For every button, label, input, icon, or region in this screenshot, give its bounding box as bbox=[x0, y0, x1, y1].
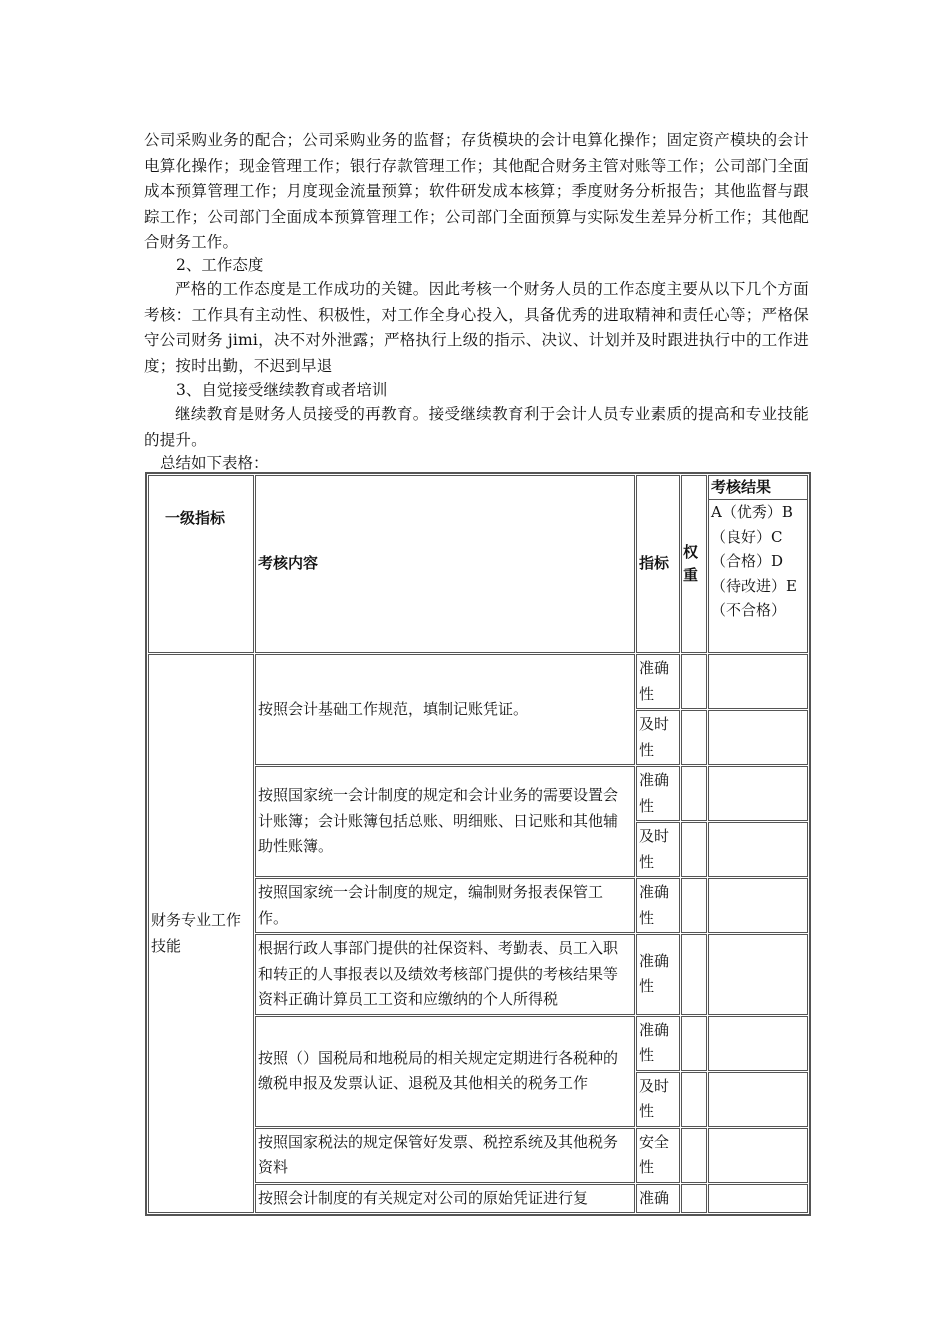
content-cell: 按照国家统一会计制度的规定，编制财务报表保管工作。 bbox=[255, 878, 635, 933]
indicator-cell: 及时性 bbox=[636, 822, 680, 877]
weight-cell bbox=[681, 1128, 707, 1183]
content-cell: 按照会计基础工作规范，填制记账凭证。 bbox=[255, 654, 635, 765]
weight-cell bbox=[681, 710, 707, 765]
indicator-cell: 准确性 bbox=[636, 654, 680, 709]
result-cell bbox=[708, 654, 808, 709]
content-cell: 按照（）国税局和地税局的相关规定定期进行各税种的缴税申报及发票认证、退税及其他相关的税务工作 bbox=[255, 1016, 635, 1127]
paragraph-continuing-education: 继续教育是财务人员接受的再教育。接受继续教育利于会计人员专业素质的提高和专业技能的提升。 bbox=[144, 405, 809, 449]
category-cell: 财务专业工作技能 bbox=[148, 654, 254, 1213]
paragraph-work-attitude: 严格的工作态度是工作成功的关键。因此考核一个财务人员的工作态度主要从以下几个方面考核：工作具有主动性、积极性，对工作全身心投入，具备优秀的进取精神和责任心等；严格保守公司财务 jimi，决不对外泄露；严格执行上级的指示、决议、计划并及时跟进执行中的工作进度；按时出勤，不迟到早退 bbox=[144, 280, 809, 375]
header-assessment-result bbox=[708, 475, 808, 653]
header-indicator: 指标 bbox=[636, 475, 680, 653]
weight-cell bbox=[681, 766, 707, 821]
indicator-cell: 安全性 bbox=[636, 1128, 680, 1183]
result-cell bbox=[708, 822, 808, 877]
result-cell bbox=[708, 1184, 808, 1214]
indicator-cell: 准确性 bbox=[636, 1016, 680, 1071]
paragraph-responsibilities: 公司采购业务的配合；公司采购业务的监督；存货模块的会计电算化操作；固定资产模块的会计电算化操作；现金管理工作；银行存款管理工作；其他配合财务主管对账等工作；公司部门全面成本预算管理工作；月度现金流量预算；软件研发成本核算；季度财务分析报告；其他监督与跟踪工作；公司部门全面成本预算管理工作；公司部门全面预算与实际发生差异分析工作；其他配合财务工作。 bbox=[144, 131, 809, 251]
result-title: 考核结果 bbox=[709, 475, 807, 500]
header-weight: 权重 bbox=[681, 475, 707, 653]
result-cell bbox=[708, 1072, 808, 1127]
heading-continuing-education: 3、自觉接受继续教育或者培训 bbox=[176, 381, 388, 399]
content-cell: 按照国家统一会计制度的规定和会计业务的需要设置会计账簿；会计账簿包括总账、明细账、日记账和其他辅助性账簿。 bbox=[255, 766, 635, 877]
indicator-cell: 及时性 bbox=[636, 1072, 680, 1127]
table-caption: 总结如下表格： bbox=[160, 454, 269, 472]
result-cell bbox=[708, 1016, 808, 1071]
content-cell: 按照会计制度的有关规定对公司的原始凭证进行复 bbox=[255, 1184, 635, 1214]
result-options: A（优秀）B（良好）C（合格）D（待改进）E（不合格） bbox=[711, 503, 797, 619]
header-level1-indicator: 一级指标 bbox=[148, 475, 254, 653]
result-cell bbox=[708, 934, 808, 1015]
weight-cell bbox=[681, 822, 707, 877]
weight-cell bbox=[681, 878, 707, 933]
weight-cell bbox=[681, 1016, 707, 1071]
result-cell bbox=[708, 878, 808, 933]
content-cell: 按照国家税法的规定保管好发票、税控系统及其他税务资料 bbox=[255, 1128, 635, 1183]
weight-cell bbox=[681, 934, 707, 1015]
table-row bbox=[148, 654, 808, 709]
kpi-table bbox=[145, 472, 811, 1216]
indicator-cell: 准确性 bbox=[636, 878, 680, 933]
indicator-cell: 准确性 bbox=[636, 934, 680, 1015]
heading-work-attitude: 2、工作态度 bbox=[176, 256, 264, 274]
weight-cell bbox=[681, 1072, 707, 1127]
indicator-cell: 准确 bbox=[636, 1184, 680, 1214]
indicator-cell: 及时性 bbox=[636, 710, 680, 765]
weight-cell bbox=[681, 1184, 707, 1214]
table-header-row bbox=[148, 475, 808, 653]
result-cell bbox=[708, 710, 808, 765]
indicator-cell: 准确性 bbox=[636, 766, 680, 821]
header-assessment-content: 考核内容 bbox=[255, 475, 635, 653]
content-cell: 根据行政人事部门提供的社保资料、考勤表、员工入职和转正的人事报表以及绩效考核部门提供的考核结果等资料正确计算员工工资和应缴纳的个人所得税 bbox=[255, 934, 635, 1015]
result-cell bbox=[708, 1128, 808, 1183]
result-cell bbox=[708, 766, 808, 821]
weight-cell bbox=[681, 654, 707, 709]
